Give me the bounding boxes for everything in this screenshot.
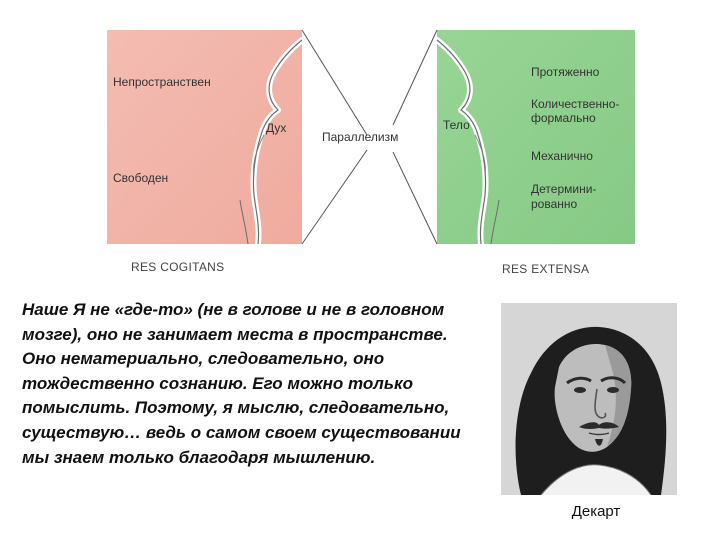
label-quantitative-2: формально — [531, 111, 596, 125]
label-quantitative-1: Количественно- — [531, 97, 620, 111]
label-unextended: Непространствен — [113, 75, 211, 89]
label-extended: Протяженно — [531, 65, 600, 79]
label-body: Тело — [443, 118, 470, 132]
caption-res-cogitans: RES COGITANS — [131, 260, 225, 274]
res-cogitans-panel — [107, 30, 302, 244]
res-extensa-panel — [437, 30, 635, 244]
label-free: Свободен — [113, 171, 169, 185]
descartes-quote: Наше Я не «где-то» (не в голове и не в головном мозге), оно не занимает места в пространстве. Оно нематериально, следовательно, оно тождественно сознанию. Его можно только помыслить. Поэтому, я мыслю, следовательно, существую… ведь о самом своем существовании мы знаем только благодаря мышлению. — [22, 300, 461, 467]
descartes-portrait — [501, 303, 677, 495]
label-parallelism: Параллелизм — [322, 130, 399, 144]
portrait-caption: Декарт — [571, 503, 621, 520]
caption-res-extensa: RES EXTENSA — [502, 262, 590, 276]
label-mechanical: Механично — [531, 149, 593, 163]
label-spirit: Дух — [266, 121, 287, 135]
label-determined-1: Детермини- — [531, 182, 597, 196]
label-determined-2: рованно — [531, 197, 578, 211]
